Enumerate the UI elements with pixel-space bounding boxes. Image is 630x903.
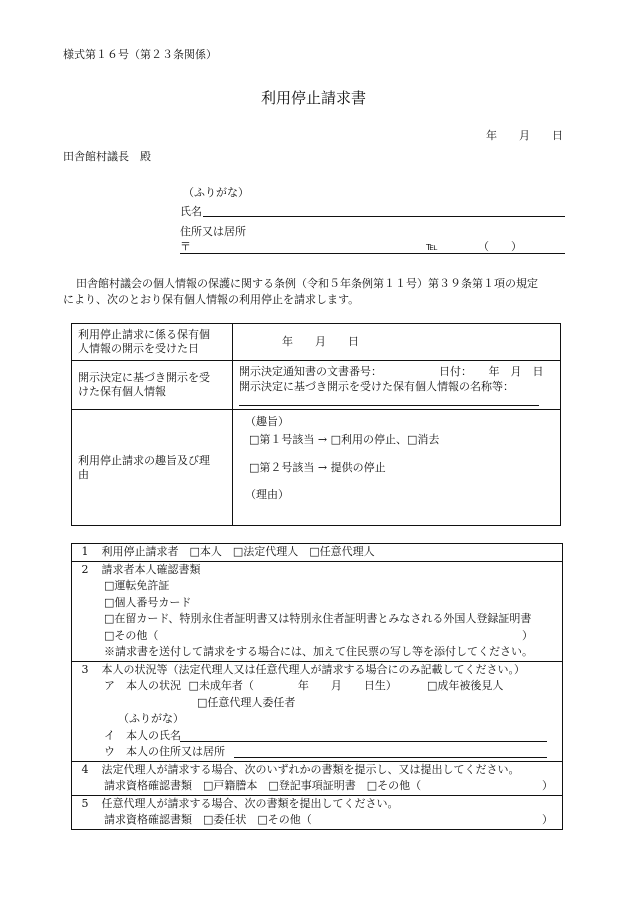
- requester-info-table: [71, 543, 563, 830]
- principal-address-label: ウ 本人の住所又は居所: [104, 745, 225, 758]
- other-id-row[interactable]: [72, 628, 562, 645]
- mail-request-note: ※請求書を送付して請求をする場合には、加えて住民票の写し等を添付してください。: [104, 645, 533, 658]
- document-number-label: 開示決定通知書の文書番号：: [239, 365, 382, 378]
- checkbox-my-number-card[interactable]: □個人番号カード: [104, 595, 192, 609]
- request-detail-table: [71, 323, 561, 526]
- section-2-title: 請求者本人確認書類: [101, 562, 201, 576]
- section-3-number: 3: [81, 662, 89, 676]
- principal-furigana-label: （ふりがな）: [118, 712, 184, 725]
- section-3-title: 本人の状況等（法定代理人又は任意代理人が請求する場合にのみ記載してください。）: [101, 662, 525, 676]
- checkbox-drivers-license[interactable]: □運転免許証: [104, 579, 170, 592]
- disclosure-date-label-cell: [72, 324, 233, 361]
- voluntary-agent-docs-close-paren: ）: [542, 813, 553, 826]
- principal-name-field[interactable]: [180, 741, 547, 742]
- other-id-close-paren: ）: [522, 628, 533, 642]
- section-2: [72, 562, 562, 662]
- checkbox-adult-ward[interactable]: □成年被後見人: [427, 679, 504, 692]
- checkbox-minor[interactable]: □未成年者（ 年 月 日生）: [188, 679, 397, 692]
- form-title: 利用停止請求書: [261, 89, 367, 107]
- tel-label: ℡: [426, 240, 438, 253]
- intro-line-1: 田舎館村議会の個人情報の保護に関する条例（令和５年条例第１１号）第３９条第１項の規定: [76, 277, 538, 290]
- name-label: 氏名: [180, 205, 202, 218]
- section-1: [72, 544, 562, 562]
- disclosed-info-name-field[interactable]: [239, 405, 539, 406]
- principal-name-row: [72, 728, 562, 745]
- name-field[interactable]: [203, 216, 565, 217]
- form-number: 様式第１６号（第２３条関係）: [63, 48, 217, 61]
- section-1-number: 1: [81, 545, 89, 558]
- option-clause-2[interactable]: □第２号該当 → 提供の停止: [249, 460, 386, 474]
- requester-type-options: 利用停止請求者 □本人 □法定代理人 □任意代理人: [101, 545, 375, 558]
- tel-paren: （ ）: [478, 240, 522, 253]
- disclosure-decision-date: 日付： 年 月 日: [439, 365, 544, 378]
- voluntary-agent-docs-row[interactable]: [72, 812, 562, 829]
- disclosure-date-value: 年 月 日: [282, 335, 359, 349]
- checkbox-voluntary-principal[interactable]: □任意代理人委任者: [197, 695, 296, 709]
- disclosure-date-label-2: 人情報の開示を受けた日: [78, 342, 199, 355]
- legal-agent-docs-options: 請求資格確認書類 □戸籍謄本 □登記事項証明書 □その他（: [104, 779, 422, 792]
- addressee: 田舎館村議長 殿: [63, 150, 151, 163]
- disclosed-info-label-cell: [72, 361, 233, 410]
- furigana-label: （ふりがな）: [183, 186, 249, 199]
- reason-heading: （理由）: [245, 488, 289, 502]
- section-3: [72, 662, 562, 762]
- disclosure-date-label-1: 利用停止請求に係る保有個: [78, 328, 210, 342]
- legal-agent-docs-close-paren: ）: [542, 779, 553, 792]
- section-5: [72, 796, 562, 829]
- request-reason-label-cell: [72, 410, 233, 526]
- checkbox-other-id: □その他（: [104, 628, 159, 642]
- section-4-number: 4: [81, 762, 89, 776]
- section-5-title: 任意代理人が請求する場合、次の書類を提出してください。: [101, 796, 399, 810]
- section-5-number: 5: [81, 796, 89, 810]
- principal-address-field[interactable]: [234, 757, 547, 758]
- request-reason-label-1: 利用停止請求の趣旨及び理: [78, 453, 210, 467]
- disclosure-date-cell[interactable]: [233, 324, 561, 361]
- date-line: 年 月 日: [486, 129, 563, 142]
- principal-address-row: [72, 744, 562, 761]
- disclosed-info-name-label: 開示決定に基づき開示を受けた保有個人情報の名称等：: [239, 380, 514, 393]
- gist-heading: （趣旨）: [245, 415, 289, 428]
- request-reason-label-2: 由: [78, 467, 89, 481]
- address-label: 住所又は居所: [180, 225, 246, 238]
- disclosed-info-cell[interactable]: [233, 361, 561, 410]
- section-4-title: 法定代理人が請求する場合、次のいずれかの書類を提示し、又は提出してください。: [101, 762, 520, 776]
- disclosed-info-label-2: けた保有個人情報: [78, 385, 166, 398]
- section-1-row[interactable]: [72, 544, 562, 561]
- intro-line-2: により、次のとおり保有個人情報の利用停止を請求します。: [63, 293, 360, 306]
- voluntary-agent-docs-options: 請求資格確認書類 □委任状 □その他（: [104, 813, 312, 826]
- legal-agent-docs-row[interactable]: [72, 778, 562, 795]
- principal-status-label: ア 本人の状況: [104, 679, 181, 692]
- request-reason-cell[interactable]: [233, 410, 561, 526]
- principal-name-label: イ 本人の氏名: [104, 728, 181, 742]
- section-4: [72, 762, 562, 796]
- checkbox-residence-card[interactable]: □在留カード、特別永住者証明書又は特別永住者証明書とみなされる外国人登録証明書: [104, 612, 532, 625]
- postal-mark: 〒: [180, 240, 191, 253]
- section-2-number: 2: [81, 562, 89, 576]
- disclosed-info-label-1: 開示決定に基づき開示を受: [78, 371, 210, 385]
- option-clause-1[interactable]: □第１号該当 → □利用の停止、□消去: [249, 432, 440, 446]
- principal-status-row: [72, 678, 562, 695]
